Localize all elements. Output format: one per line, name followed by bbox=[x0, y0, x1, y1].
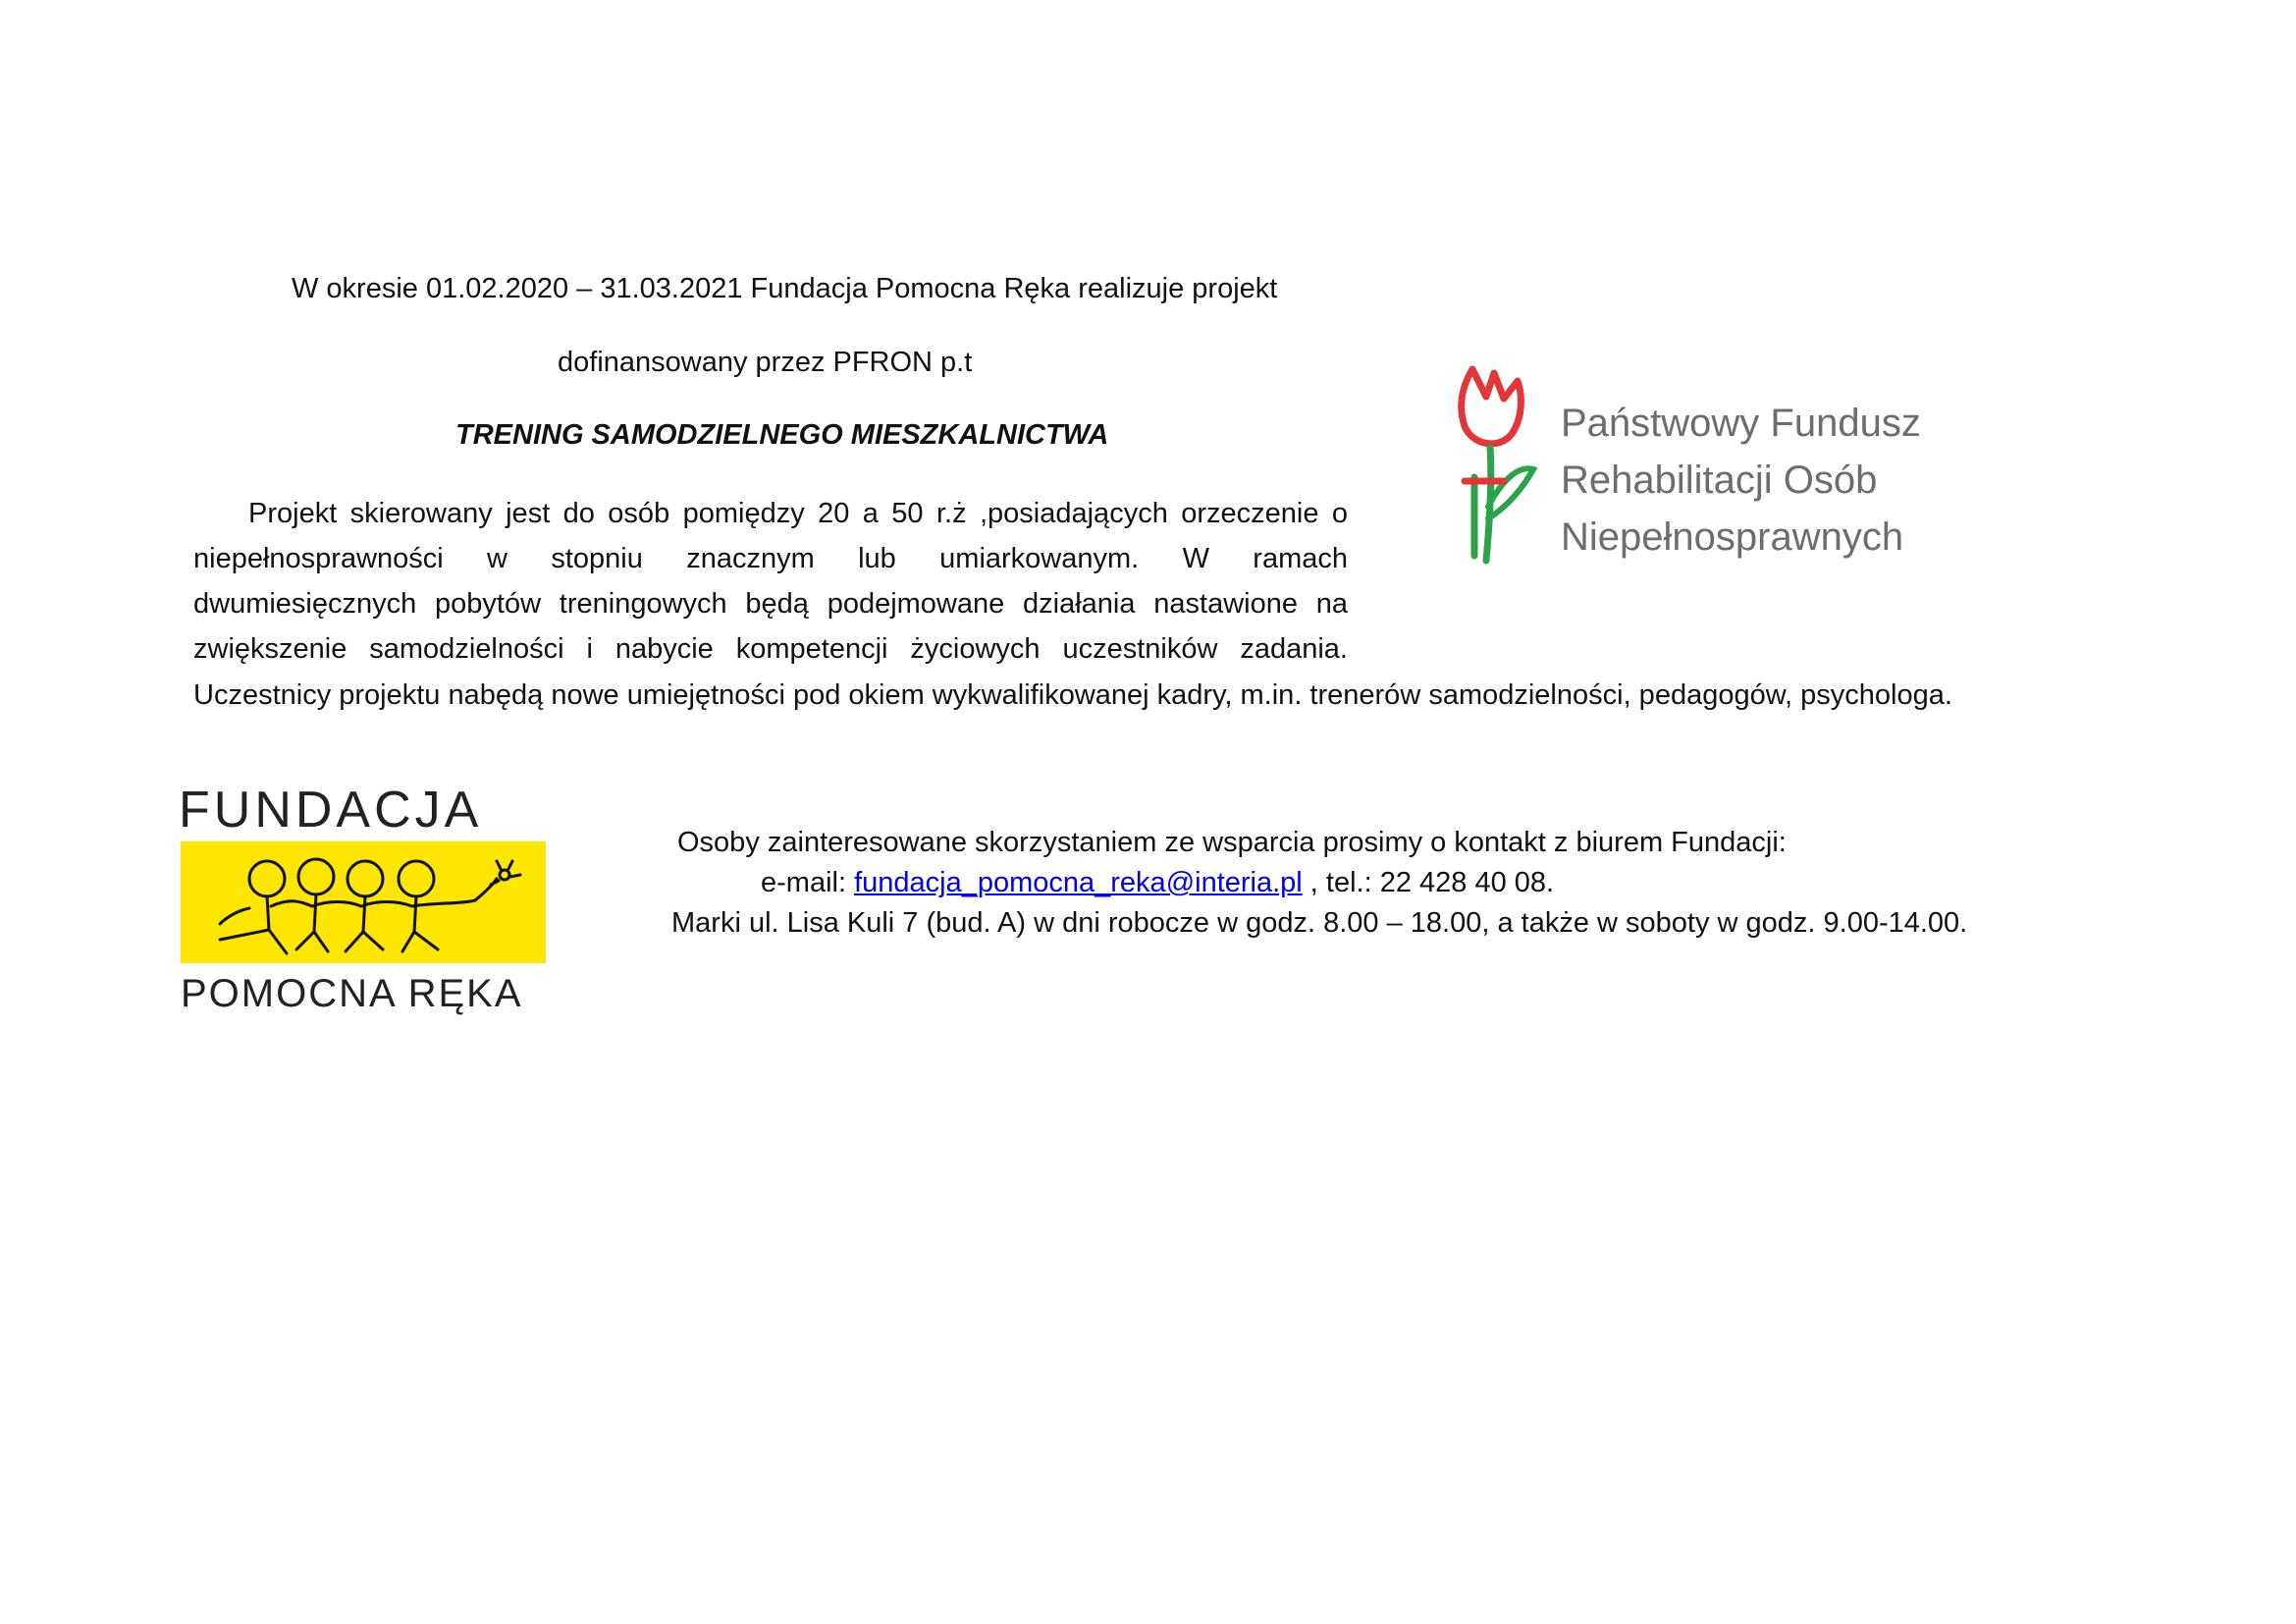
description-line: dwumiesięcznych pobytów treningowych będą podejmowane działania nastawione na bbox=[193, 588, 1348, 620]
pfron-logo-line-2: Rehabilitacji Osób bbox=[1561, 459, 1878, 502]
fundacja-logo bbox=[175, 781, 554, 1026]
email-link[interactable]: fundacja_pomocna_reka@interia.pl bbox=[854, 867, 1303, 898]
project-title: TRENING SAMODZIELNEGO MIESZKALNICTWA bbox=[455, 419, 1109, 451]
pfron-logo-line-3: Niepełnosprawnych bbox=[1561, 515, 1904, 559]
description-line: Projekt skierowany jest do osób pomiędzy 20 a 50 r.ż ,posiadających orzeczenie o bbox=[248, 498, 1348, 529]
intro-line-1: W okresie 01.02.2020 – 31.03.2021 Fundacja Pomocna Ręka realizuje projekt bbox=[292, 273, 1278, 304]
project-description bbox=[193, 491, 1348, 672]
contact-address: Marki ul. Lisa Kuli 7 (bud. A) w dni robocze w godz. 8.00 – 18.00, a także w soboty w godz. 9.00-14.00. bbox=[671, 907, 1968, 939]
fundacja-logo-top: FUNDACJA bbox=[179, 782, 483, 839]
description-last-line: Uczestnicy projektu nabędą nowe umiejętności pod okiem wykwalifikowanej kadry, m.in. trenerów samodzielności, pedagogów, psychologa. bbox=[193, 679, 1952, 711]
contact-intro: Osoby zainteresowane skorzystaniem ze wsparcia prosimy o kontakt z biurem Fundacji: bbox=[677, 827, 1787, 858]
description-line: zwiększenie samodzielności i nabycie kompetencji życiowych uczestników zadania. bbox=[193, 633, 1348, 665]
pfron-logo-line-1: Państwowy Fundusz bbox=[1561, 402, 1921, 445]
pfron-logo bbox=[1443, 359, 1921, 566]
fundacja-logo-box bbox=[181, 841, 546, 963]
email-prefix: e-mail: bbox=[761, 867, 855, 898]
people-holding-hands-icon bbox=[181, 841, 546, 963]
contact-email-line bbox=[761, 865, 1554, 900]
tulip-icon bbox=[1443, 359, 1551, 566]
intro-line-2: dofinansowany przez PFRON p.t bbox=[558, 347, 973, 378]
fundacja-logo-bottom: POMOCNA RĘKA bbox=[181, 972, 523, 1015]
phone-text: , tel.: 22 428 40 08. bbox=[1302, 867, 1555, 898]
description-line: niepełnosprawności w stopniu znacznym lub umiarkowanym. W ramach bbox=[193, 543, 1348, 574]
